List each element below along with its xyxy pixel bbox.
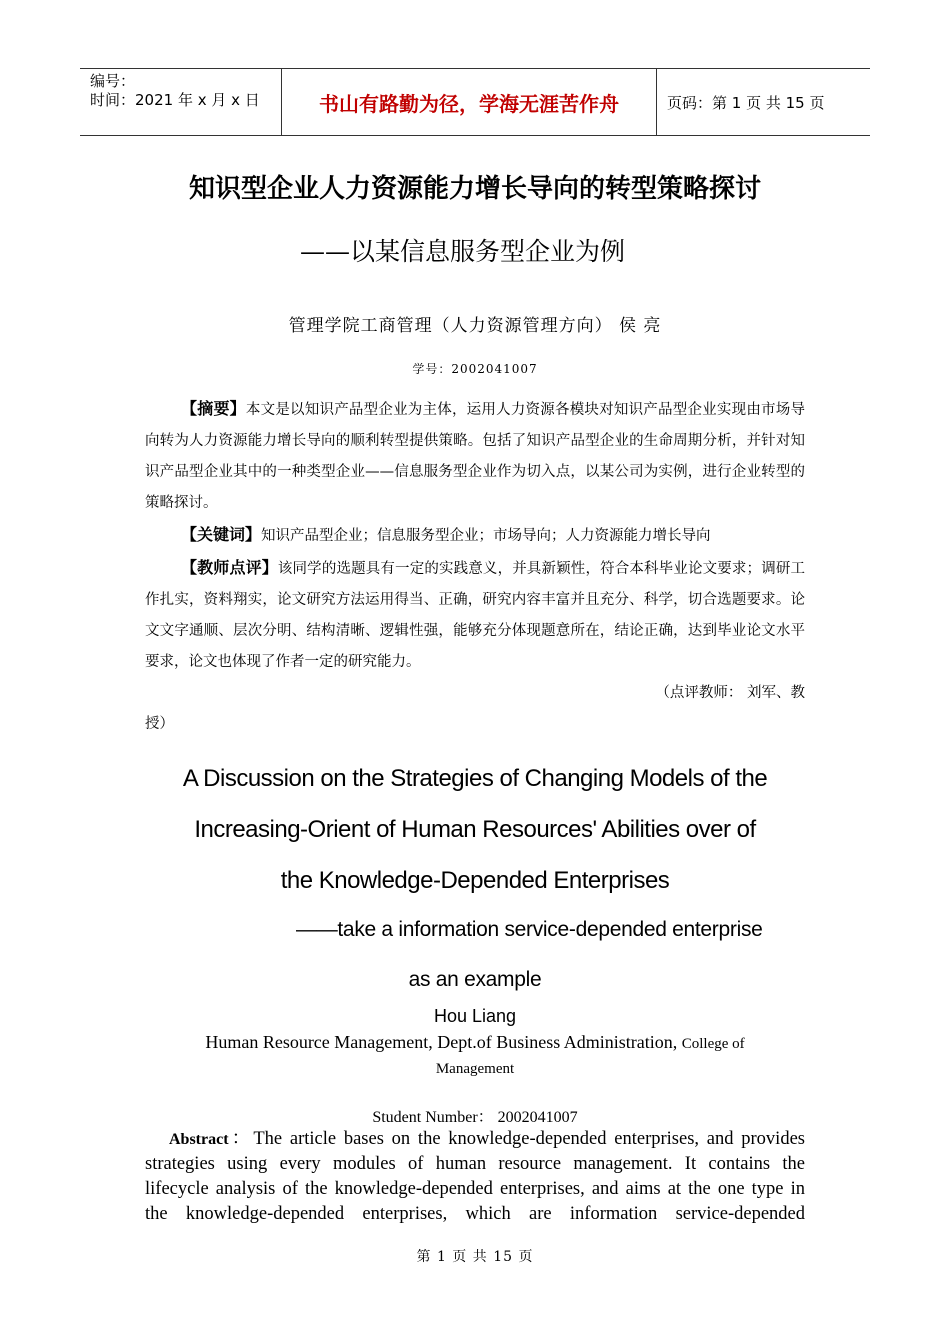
subtitle-en-line2: as an example	[408, 968, 542, 991]
reviewer-line2: 授）	[145, 716, 174, 732]
abstract-en-label: Abstract	[169, 1131, 229, 1148]
subtitle-en-line1: ——take a information service-depended enterprise	[296, 918, 763, 941]
header-date-label: 时间：2021 年 x 月 x 日	[90, 91, 260, 109]
dept-en	[175, 1030, 775, 1082]
title-cn: 知识型企业人力资源能力增长导向的转型策略探讨	[188, 174, 761, 204]
keywords-cn-label: 【关键词】	[181, 525, 262, 544]
student-number-cn: 学号：2002041007	[412, 362, 538, 376]
reviewer-line1: （点评教师： 刘军、教	[655, 685, 805, 701]
subtitle-cn: ——以某信息服务型企业为例	[300, 237, 626, 266]
page-footer: 第 1 页 共 15 页	[416, 1249, 534, 1265]
title-en-line2: Increasing-Orient of Human Resources' Abilities over of	[194, 816, 756, 843]
review-cn	[145, 552, 805, 678]
title-en-line1: A Discussion on the Strategies of Changing Models of the	[182, 765, 768, 792]
abstract-en	[145, 1127, 805, 1227]
abstract-cn-label: 【摘要】	[181, 399, 246, 418]
header-number-label: 编号：	[90, 72, 136, 90]
header-table	[80, 68, 870, 136]
title-en-line3: the Knowledge-Depended Enterprises	[280, 867, 670, 894]
student-number-en: Student Number： 2002041007	[372, 1109, 578, 1126]
header-left-cell	[80, 69, 281, 135]
abstract-en-sep: ：	[228, 1129, 254, 1149]
author-en: Hou Liang	[433, 1006, 517, 1026]
keywords-cn-text: 知识产品型企业；信息服务型企业；市场导向；人力资源能力增长导向	[261, 528, 711, 544]
abstract-en-line3: lifecycle analysis of the knowledge-depended enterprises, and aims at the one type in	[145, 1179, 805, 1199]
abstract-en-line1: The article bases on the knowledge-depended enterprises, and provides	[253, 1129, 805, 1149]
keywords-cn	[145, 519, 805, 552]
header-motto: 书山有路勤为径，学海无涯苦作舟	[281, 69, 657, 135]
dept-en-small1: College of	[681, 1036, 745, 1052]
review-cn-label: 【教师点评】	[181, 558, 278, 577]
abstract-en-line1-row	[145, 1127, 805, 1152]
dept-en-main: Human Resource Management, Dept.of Business Administration,	[205, 1032, 678, 1052]
abstract-en-line4: the knowledge-depended enterprises, which are information service-depended	[145, 1204, 805, 1224]
abstract-cn-text: 本文是以知识产品型企业为主体，运用人力资源各模块对知识产品型企业实现由市场导向转为人力资源能力增长导向的顺利转型提供策略。包括了知识产品型企业的生命周期分析，并针对知识产品型企业其中的一种类型企业——信息服务型企业作为切入点，以某公司为实例，进行企业转型的策略探讨。	[145, 402, 805, 511]
abstract-cn	[145, 393, 805, 519]
abstract-cn-block	[145, 393, 805, 740]
author-cn: 管理学院工商管理（人力资源管理方向） 侯 亮	[288, 316, 662, 336]
abstract-en-line2: strategies using every modules of human resource management. It contains the	[145, 1154, 805, 1174]
review-cn-text: 该同学的选题具有一定的实践意义，并具新颖性，符合本科毕业论文要求；调研工作扎实，资料翔实，论文研究方法运用得当、正确，研究内容丰富并且充分、科学，切合选题要求。论文文字通顺、层次分明、结构清晰、逻辑性强，能够充分体现题意所在，结论正确，达到毕业论文水平要求，论文也体现了作者一定的研究能力。	[145, 561, 805, 670]
header-page-info: 页码：第 1 页 共 15 页	[667, 93, 825, 112]
dept-en-small2: Management	[435, 1061, 515, 1077]
